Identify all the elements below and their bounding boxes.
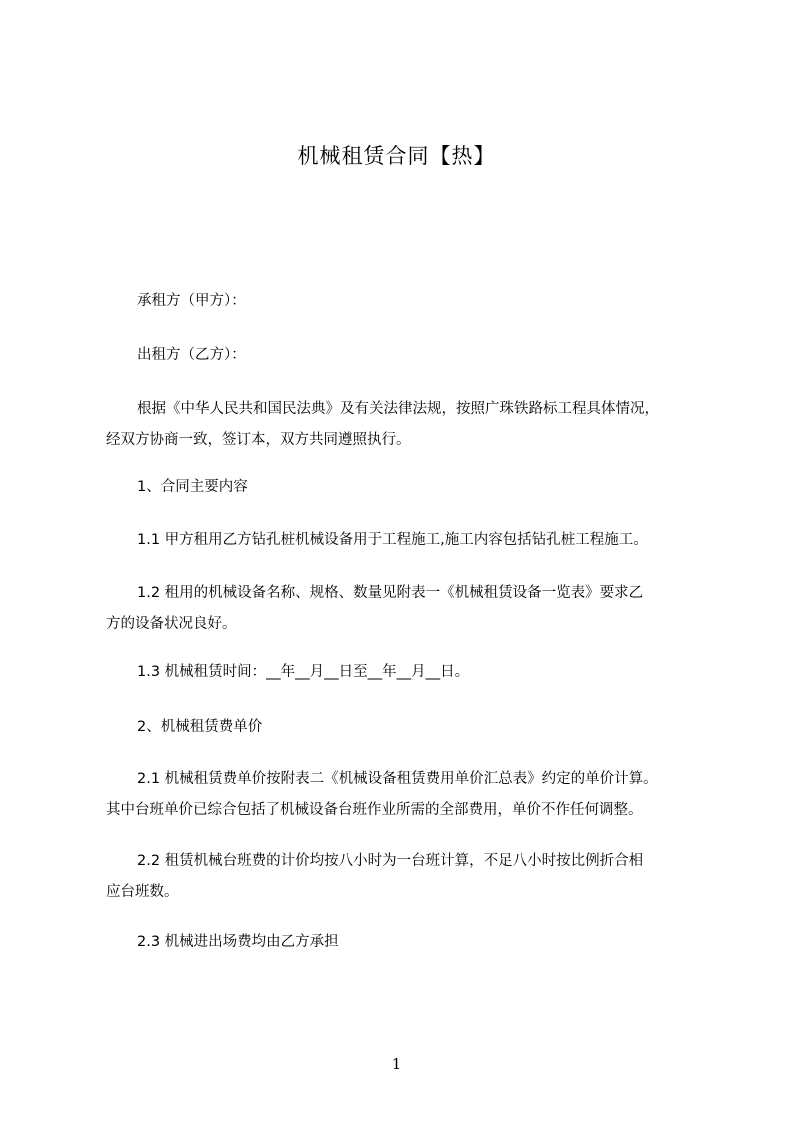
section-1-heading-text: 1、合同主要内容 [137,479,248,495]
section-1-heading [106,472,698,503]
section-2-heading [106,712,698,743]
page-number: 1 [391,1055,402,1073]
clause-2-3 [106,927,698,958]
document-title: 机械租赁合同【热】 [297,144,496,168]
intro-line-2: 经双方协商一致，签订本，双方共同遵照执行。 [106,432,411,448]
lessee-label: 承租方（甲方）： [137,293,246,309]
clause-1-3-text: 1.3 机械租赁时间：__年__月__日至__年__月__日。 [137,664,470,680]
clause-1-1-text: 1.1 甲方租用乙方钻孔桩机械设备用于工程施工,施工内容包括钻孔桩工程施工。 [137,532,648,548]
lessor-line [106,340,698,371]
intro-line-1: 根据《中华人民共和国民法典》及有关法律法规，按照广珠铁路标工程具体情况， [137,401,659,417]
clause-1-2-line-2: 方的设备状况良好。 [106,616,237,632]
section-2-heading-text: 2、机械租赁费单价 [137,719,263,735]
clause-1-2 [106,578,698,640]
clause-2-1-line-1: 2.1 机械租赁费单价按附表二《机械设备租赁费用单价汇总表》约定的单价计算。 [137,771,658,787]
clause-1-2-line-1: 1.2 租用的机械设备名称、规格、数量见附表一《机械租赁设备一览表》要求乙 [137,585,644,601]
lessee-line [106,286,698,317]
lessor-label: 出租方（乙方）： [137,347,246,363]
clause-2-2-line-1: 2.2 租赁机械台班费的计价均按八小时为一台班计算，不足八小时按比例折合相 [137,853,644,869]
clause-2-1 [106,764,698,826]
clause-1-3 [106,657,698,688]
intro-paragraph [106,394,698,456]
clause-2-3-text: 2.3 机械进出场费均由乙方承担 [137,934,339,950]
clause-2-2-line-2: 应台班数。 [106,884,179,900]
clause-1-1 [106,525,698,556]
clause-2-2 [106,846,698,908]
clause-2-1-line-2: 其中台班单价已综合包括了机械设备台班作业所需的全部费用，单价不作任何调整。 [106,802,643,818]
